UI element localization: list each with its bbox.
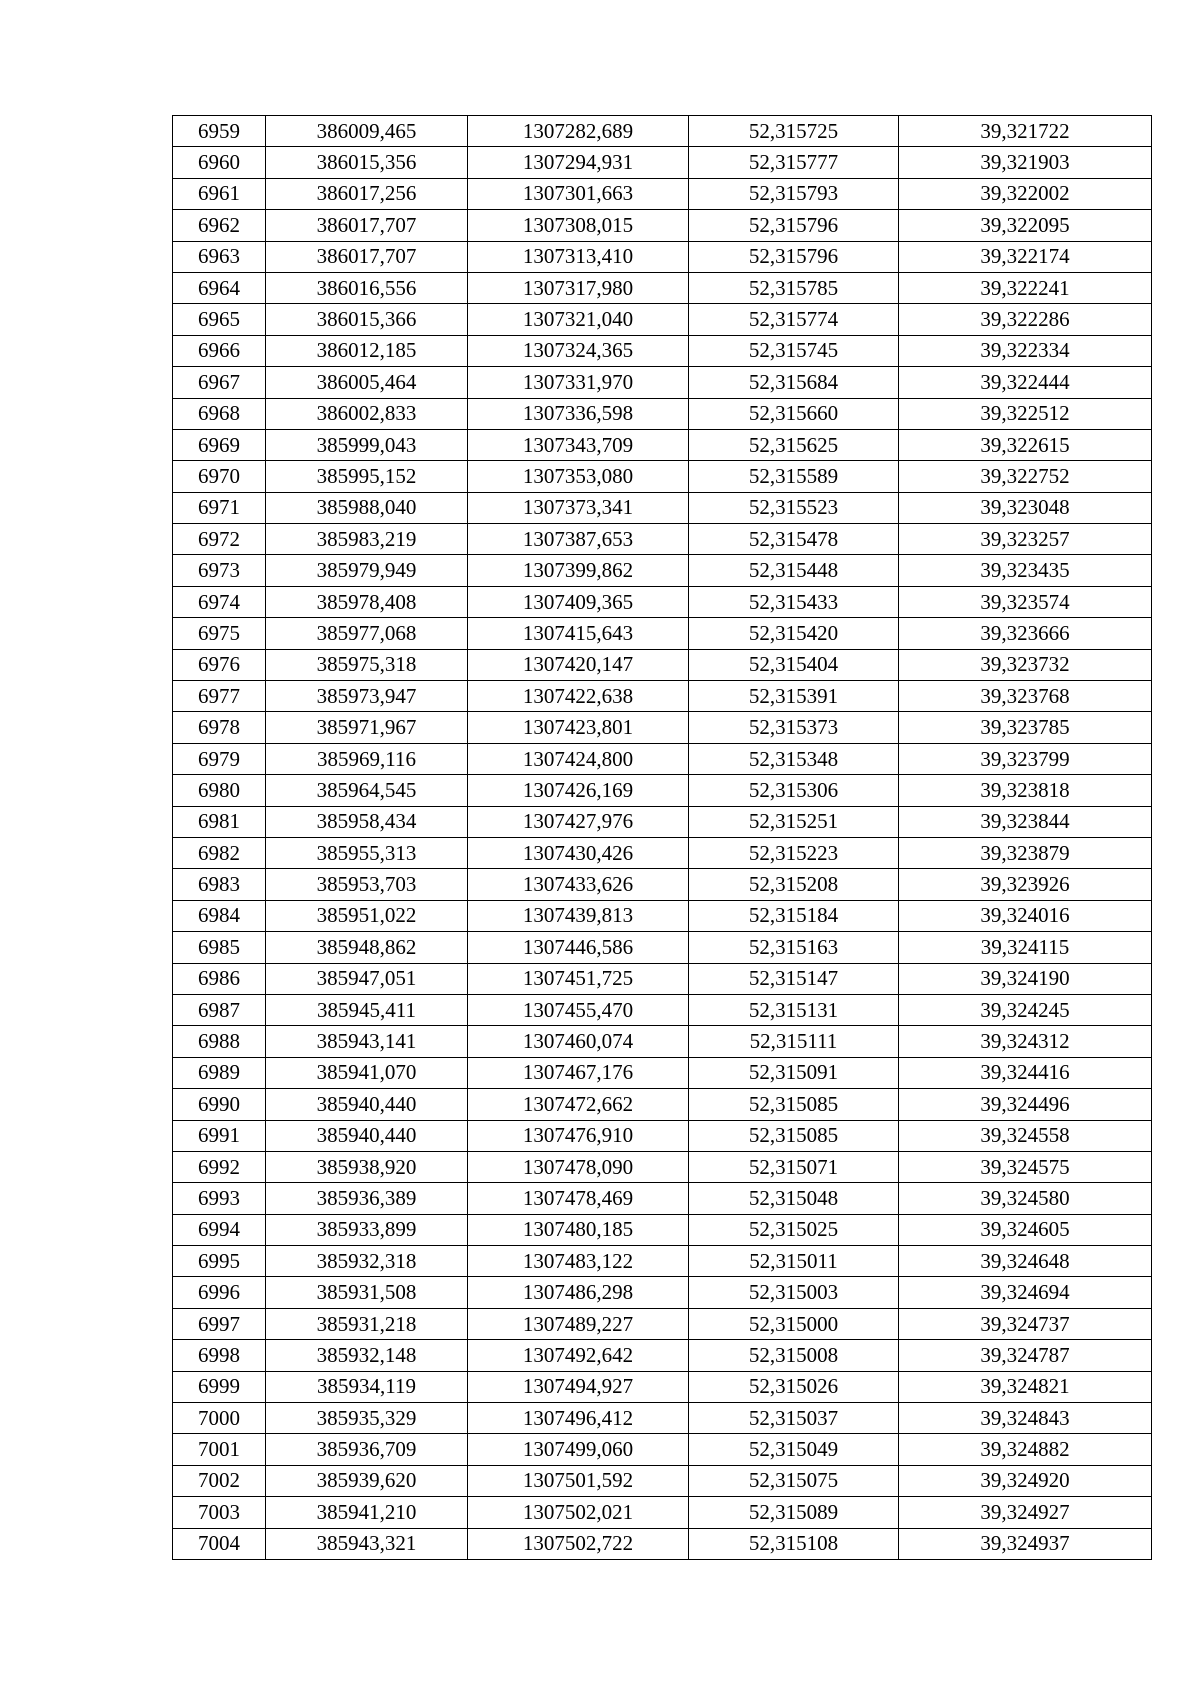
latitude-cell: 52,315037	[689, 1403, 899, 1434]
x-coordinate-cell: 385935,329	[266, 1403, 468, 1434]
point-number-cell: 6991	[173, 1120, 266, 1151]
point-number-cell: 6980	[173, 775, 266, 806]
latitude-cell: 52,315008	[689, 1340, 899, 1371]
point-number-cell: 7001	[173, 1434, 266, 1465]
y-coordinate-cell: 1307331,970	[468, 367, 689, 398]
latitude-cell: 52,315420	[689, 618, 899, 649]
latitude-cell: 52,315684	[689, 367, 899, 398]
x-coordinate-cell: 385999,043	[266, 429, 468, 460]
table-row	[173, 1183, 1152, 1214]
y-coordinate-cell: 1307494,927	[468, 1371, 689, 1402]
point-number-cell: 6999	[173, 1371, 266, 1402]
latitude-cell: 52,315373	[689, 712, 899, 743]
table-row	[173, 398, 1152, 429]
y-coordinate-cell: 1307420,147	[468, 649, 689, 680]
latitude-cell: 52,315777	[689, 147, 899, 178]
longitude-cell: 39,322286	[899, 304, 1152, 335]
latitude-cell: 52,315306	[689, 775, 899, 806]
longitude-cell: 39,324843	[899, 1403, 1152, 1434]
table-row	[173, 429, 1152, 460]
y-coordinate-cell: 1307415,643	[468, 618, 689, 649]
x-coordinate-cell: 385948,862	[266, 932, 468, 963]
point-number-cell: 6964	[173, 272, 266, 303]
point-number-cell: 6984	[173, 900, 266, 931]
longitude-cell: 39,323048	[899, 492, 1152, 523]
point-number-cell: 6975	[173, 618, 266, 649]
latitude-cell: 52,315184	[689, 900, 899, 931]
x-coordinate-cell: 385977,068	[266, 618, 468, 649]
table-row	[173, 963, 1152, 994]
x-coordinate-cell: 385988,040	[266, 492, 468, 523]
table-row	[173, 272, 1152, 303]
longitude-cell: 39,323818	[899, 775, 1152, 806]
point-number-cell: 6974	[173, 586, 266, 617]
y-coordinate-cell: 1307422,638	[468, 681, 689, 712]
longitude-cell: 39,324605	[899, 1214, 1152, 1245]
point-number-cell: 6977	[173, 681, 266, 712]
longitude-cell: 39,324694	[899, 1277, 1152, 1308]
point-number-cell: 6996	[173, 1277, 266, 1308]
latitude-cell: 52,315745	[689, 335, 899, 366]
longitude-cell: 39,323732	[899, 649, 1152, 680]
table-row	[173, 147, 1152, 178]
x-coordinate-cell: 385955,313	[266, 837, 468, 868]
x-coordinate-cell: 386015,366	[266, 304, 468, 335]
x-coordinate-cell: 386016,556	[266, 272, 468, 303]
table-row	[173, 1308, 1152, 1339]
x-coordinate-cell: 385995,152	[266, 461, 468, 492]
y-coordinate-cell: 1307433,626	[468, 869, 689, 900]
longitude-cell: 39,324920	[899, 1465, 1152, 1496]
x-coordinate-cell: 385975,318	[266, 649, 468, 680]
point-number-cell: 6993	[173, 1183, 266, 1214]
table-row	[173, 524, 1152, 555]
table-row	[173, 869, 1152, 900]
x-coordinate-cell: 385953,703	[266, 869, 468, 900]
y-coordinate-cell: 1307467,176	[468, 1057, 689, 1088]
point-number-cell: 6970	[173, 461, 266, 492]
x-coordinate-cell: 385936,389	[266, 1183, 468, 1214]
point-number-cell: 6998	[173, 1340, 266, 1371]
point-number-cell: 6961	[173, 178, 266, 209]
x-coordinate-cell: 385933,899	[266, 1214, 468, 1245]
y-coordinate-cell: 1307343,709	[468, 429, 689, 460]
latitude-cell: 52,315091	[689, 1057, 899, 1088]
latitude-cell: 52,315793	[689, 178, 899, 209]
latitude-cell: 52,315085	[689, 1089, 899, 1120]
latitude-cell: 52,315404	[689, 649, 899, 680]
y-coordinate-cell: 1307499,060	[468, 1434, 689, 1465]
x-coordinate-cell: 386002,833	[266, 398, 468, 429]
longitude-cell: 39,321903	[899, 147, 1152, 178]
x-coordinate-cell: 385936,709	[266, 1434, 468, 1465]
latitude-cell: 52,315478	[689, 524, 899, 555]
latitude-cell: 52,315589	[689, 461, 899, 492]
y-coordinate-cell: 1307480,185	[468, 1214, 689, 1245]
latitude-cell: 52,315131	[689, 994, 899, 1025]
point-number-cell: 6972	[173, 524, 266, 555]
latitude-cell: 52,315025	[689, 1214, 899, 1245]
table-row	[173, 1151, 1152, 1182]
longitude-cell: 39,324787	[899, 1340, 1152, 1371]
latitude-cell: 52,315163	[689, 932, 899, 963]
table-row	[173, 1434, 1152, 1465]
x-coordinate-cell: 385943,141	[266, 1026, 468, 1057]
y-coordinate-cell: 1307282,689	[468, 116, 689, 147]
point-number-cell: 6987	[173, 994, 266, 1025]
y-coordinate-cell: 1307308,015	[468, 210, 689, 241]
latitude-cell: 52,315251	[689, 806, 899, 837]
x-coordinate-cell: 385951,022	[266, 900, 468, 931]
table-row	[173, 1246, 1152, 1277]
table-row	[173, 649, 1152, 680]
latitude-cell: 52,315000	[689, 1308, 899, 1339]
x-coordinate-cell: 386017,707	[266, 210, 468, 241]
table-row	[173, 304, 1152, 335]
point-number-cell: 6973	[173, 555, 266, 586]
x-coordinate-cell: 385941,070	[266, 1057, 468, 1088]
y-coordinate-cell: 1307446,586	[468, 932, 689, 963]
longitude-cell: 39,322615	[899, 429, 1152, 460]
longitude-cell: 39,322095	[899, 210, 1152, 241]
table-row	[173, 586, 1152, 617]
point-number-cell: 6997	[173, 1308, 266, 1339]
longitude-cell: 39,323799	[899, 743, 1152, 774]
y-coordinate-cell: 1307423,801	[468, 712, 689, 743]
point-number-cell: 6986	[173, 963, 266, 994]
latitude-cell: 52,315223	[689, 837, 899, 868]
latitude-cell: 52,315660	[689, 398, 899, 429]
y-coordinate-cell: 1307483,122	[468, 1246, 689, 1277]
y-coordinate-cell: 1307502,722	[468, 1528, 689, 1559]
y-coordinate-cell: 1307399,862	[468, 555, 689, 586]
table-row	[173, 367, 1152, 398]
longitude-cell: 39,322444	[899, 367, 1152, 398]
x-coordinate-cell: 386017,707	[266, 241, 468, 272]
y-coordinate-cell: 1307439,813	[468, 900, 689, 931]
latitude-cell: 52,315796	[689, 241, 899, 272]
point-number-cell: 6962	[173, 210, 266, 241]
longitude-cell: 39,323435	[899, 555, 1152, 586]
longitude-cell: 39,323844	[899, 806, 1152, 837]
y-coordinate-cell: 1307496,412	[468, 1403, 689, 1434]
longitude-cell: 39,322174	[899, 241, 1152, 272]
latitude-cell: 52,315089	[689, 1497, 899, 1528]
point-number-cell: 6971	[173, 492, 266, 523]
longitude-cell: 39,324558	[899, 1120, 1152, 1151]
table-row	[173, 178, 1152, 209]
point-number-cell: 6963	[173, 241, 266, 272]
table-row	[173, 210, 1152, 241]
y-coordinate-cell: 1307451,725	[468, 963, 689, 994]
point-number-cell: 6979	[173, 743, 266, 774]
x-coordinate-cell: 385969,116	[266, 743, 468, 774]
longitude-cell: 39,324016	[899, 900, 1152, 931]
longitude-cell: 39,323785	[899, 712, 1152, 743]
x-coordinate-cell: 386005,464	[266, 367, 468, 398]
table-row	[173, 1214, 1152, 1245]
y-coordinate-cell: 1307455,470	[468, 994, 689, 1025]
x-coordinate-cell: 386012,185	[266, 335, 468, 366]
x-coordinate-cell: 386015,356	[266, 147, 468, 178]
latitude-cell: 52,315085	[689, 1120, 899, 1151]
point-number-cell: 7002	[173, 1465, 266, 1496]
table-row	[173, 555, 1152, 586]
y-coordinate-cell: 1307430,426	[468, 837, 689, 868]
x-coordinate-cell: 385932,318	[266, 1246, 468, 1277]
table-row	[173, 1057, 1152, 1088]
latitude-cell: 52,315348	[689, 743, 899, 774]
table-row	[173, 712, 1152, 743]
coordinates-table-body	[173, 116, 1152, 1560]
longitude-cell: 39,324190	[899, 963, 1152, 994]
y-coordinate-cell: 1307486,298	[468, 1277, 689, 1308]
table-row	[173, 900, 1152, 931]
point-number-cell: 7003	[173, 1497, 266, 1528]
longitude-cell: 39,324580	[899, 1183, 1152, 1214]
table-row	[173, 775, 1152, 806]
table-row	[173, 1528, 1152, 1559]
x-coordinate-cell: 385938,920	[266, 1151, 468, 1182]
y-coordinate-cell: 1307387,653	[468, 524, 689, 555]
point-number-cell: 6969	[173, 429, 266, 460]
table-row	[173, 1026, 1152, 1057]
point-number-cell: 7000	[173, 1403, 266, 1434]
point-number-cell: 6989	[173, 1057, 266, 1088]
y-coordinate-cell: 1307492,642	[468, 1340, 689, 1371]
y-coordinate-cell: 1307321,040	[468, 304, 689, 335]
point-number-cell: 6990	[173, 1089, 266, 1120]
longitude-cell: 39,322334	[899, 335, 1152, 366]
latitude-cell: 52,315075	[689, 1465, 899, 1496]
table-row	[173, 837, 1152, 868]
point-number-cell: 6965	[173, 304, 266, 335]
coordinates-table	[172, 115, 1152, 1560]
x-coordinate-cell: 385943,321	[266, 1528, 468, 1559]
point-number-cell: 6995	[173, 1246, 266, 1277]
latitude-cell: 52,315011	[689, 1246, 899, 1277]
point-number-cell: 6968	[173, 398, 266, 429]
table-row	[173, 994, 1152, 1025]
point-number-cell: 6981	[173, 806, 266, 837]
table-row	[173, 806, 1152, 837]
latitude-cell: 52,315433	[689, 586, 899, 617]
x-coordinate-cell: 385931,508	[266, 1277, 468, 1308]
table-row	[173, 1089, 1152, 1120]
x-coordinate-cell: 385978,408	[266, 586, 468, 617]
y-coordinate-cell: 1307460,074	[468, 1026, 689, 1057]
x-coordinate-cell: 385940,440	[266, 1089, 468, 1120]
x-coordinate-cell: 385931,218	[266, 1308, 468, 1339]
longitude-cell: 39,324927	[899, 1497, 1152, 1528]
table-row	[173, 1371, 1152, 1402]
y-coordinate-cell: 1307294,931	[468, 147, 689, 178]
longitude-cell: 39,324575	[899, 1151, 1152, 1182]
y-coordinate-cell: 1307478,469	[468, 1183, 689, 1214]
x-coordinate-cell: 386009,465	[266, 116, 468, 147]
x-coordinate-cell: 386017,256	[266, 178, 468, 209]
x-coordinate-cell: 385941,210	[266, 1497, 468, 1528]
longitude-cell: 39,324496	[899, 1089, 1152, 1120]
y-coordinate-cell: 1307336,598	[468, 398, 689, 429]
table-row	[173, 618, 1152, 649]
y-coordinate-cell: 1307424,800	[468, 743, 689, 774]
table-row	[173, 1340, 1152, 1371]
longitude-cell: 39,323926	[899, 869, 1152, 900]
table-row	[173, 1277, 1152, 1308]
point-number-cell: 6985	[173, 932, 266, 963]
x-coordinate-cell: 385973,947	[266, 681, 468, 712]
longitude-cell: 39,323666	[899, 618, 1152, 649]
y-coordinate-cell: 1307409,365	[468, 586, 689, 617]
x-coordinate-cell: 385947,051	[266, 963, 468, 994]
table-row	[173, 1465, 1152, 1496]
point-number-cell: 6966	[173, 335, 266, 366]
table-row	[173, 1120, 1152, 1151]
y-coordinate-cell: 1307476,910	[468, 1120, 689, 1151]
point-number-cell: 6978	[173, 712, 266, 743]
latitude-cell: 52,315147	[689, 963, 899, 994]
x-coordinate-cell: 385934,119	[266, 1371, 468, 1402]
longitude-cell: 39,323879	[899, 837, 1152, 868]
y-coordinate-cell: 1307501,592	[468, 1465, 689, 1496]
latitude-cell: 52,315003	[689, 1277, 899, 1308]
latitude-cell: 52,315026	[689, 1371, 899, 1402]
longitude-cell: 39,322752	[899, 461, 1152, 492]
longitude-cell: 39,324312	[899, 1026, 1152, 1057]
longitude-cell: 39,324648	[899, 1246, 1152, 1277]
y-coordinate-cell: 1307472,662	[468, 1089, 689, 1120]
latitude-cell: 52,315725	[689, 116, 899, 147]
longitude-cell: 39,322002	[899, 178, 1152, 209]
y-coordinate-cell: 1307427,976	[468, 806, 689, 837]
y-coordinate-cell: 1307313,410	[468, 241, 689, 272]
longitude-cell: 39,323574	[899, 586, 1152, 617]
latitude-cell: 52,315774	[689, 304, 899, 335]
point-number-cell: 6967	[173, 367, 266, 398]
latitude-cell: 52,315523	[689, 492, 899, 523]
table-row	[173, 241, 1152, 272]
point-number-cell: 6983	[173, 869, 266, 900]
x-coordinate-cell: 385945,411	[266, 994, 468, 1025]
longitude-cell: 39,323768	[899, 681, 1152, 712]
y-coordinate-cell: 1307478,090	[468, 1151, 689, 1182]
table-row	[173, 1403, 1152, 1434]
latitude-cell: 52,315625	[689, 429, 899, 460]
longitude-cell: 39,322241	[899, 272, 1152, 303]
point-number-cell: 6960	[173, 147, 266, 178]
y-coordinate-cell: 1307324,365	[468, 335, 689, 366]
y-coordinate-cell: 1307489,227	[468, 1308, 689, 1339]
y-coordinate-cell: 1307426,169	[468, 775, 689, 806]
latitude-cell: 52,315796	[689, 210, 899, 241]
longitude-cell: 39,324115	[899, 932, 1152, 963]
point-number-cell: 6976	[173, 649, 266, 680]
y-coordinate-cell: 1307353,080	[468, 461, 689, 492]
latitude-cell: 52,315448	[689, 555, 899, 586]
longitude-cell: 39,324937	[899, 1528, 1152, 1559]
x-coordinate-cell: 385983,219	[266, 524, 468, 555]
latitude-cell: 52,315111	[689, 1026, 899, 1057]
x-coordinate-cell: 385939,620	[266, 1465, 468, 1496]
longitude-cell: 39,322512	[899, 398, 1152, 429]
latitude-cell: 52,315108	[689, 1528, 899, 1559]
longitude-cell: 39,324737	[899, 1308, 1152, 1339]
longitude-cell: 39,324882	[899, 1434, 1152, 1465]
table-row	[173, 492, 1152, 523]
latitude-cell: 52,315208	[689, 869, 899, 900]
x-coordinate-cell: 385958,434	[266, 806, 468, 837]
table-row	[173, 1497, 1152, 1528]
table-row	[173, 335, 1152, 366]
x-coordinate-cell: 385964,545	[266, 775, 468, 806]
point-number-cell: 6992	[173, 1151, 266, 1182]
table-row	[173, 932, 1152, 963]
table-row	[173, 461, 1152, 492]
latitude-cell: 52,315049	[689, 1434, 899, 1465]
longitude-cell: 39,321722	[899, 116, 1152, 147]
table-row	[173, 681, 1152, 712]
x-coordinate-cell: 385932,148	[266, 1340, 468, 1371]
y-coordinate-cell: 1307502,021	[468, 1497, 689, 1528]
y-coordinate-cell: 1307301,663	[468, 178, 689, 209]
point-number-cell: 6959	[173, 116, 266, 147]
latitude-cell: 52,315785	[689, 272, 899, 303]
x-coordinate-cell: 385940,440	[266, 1120, 468, 1151]
point-number-cell: 6994	[173, 1214, 266, 1245]
longitude-cell: 39,324821	[899, 1371, 1152, 1402]
latitude-cell: 52,315391	[689, 681, 899, 712]
table-row	[173, 743, 1152, 774]
point-number-cell: 6988	[173, 1026, 266, 1057]
x-coordinate-cell: 385971,967	[266, 712, 468, 743]
longitude-cell: 39,324416	[899, 1057, 1152, 1088]
table-row	[173, 116, 1152, 147]
point-number-cell: 6982	[173, 837, 266, 868]
y-coordinate-cell: 1307317,980	[468, 272, 689, 303]
y-coordinate-cell: 1307373,341	[468, 492, 689, 523]
x-coordinate-cell: 385979,949	[266, 555, 468, 586]
latitude-cell: 52,315071	[689, 1151, 899, 1182]
point-number-cell: 7004	[173, 1528, 266, 1559]
longitude-cell: 39,323257	[899, 524, 1152, 555]
longitude-cell: 39,324245	[899, 994, 1152, 1025]
latitude-cell: 52,315048	[689, 1183, 899, 1214]
